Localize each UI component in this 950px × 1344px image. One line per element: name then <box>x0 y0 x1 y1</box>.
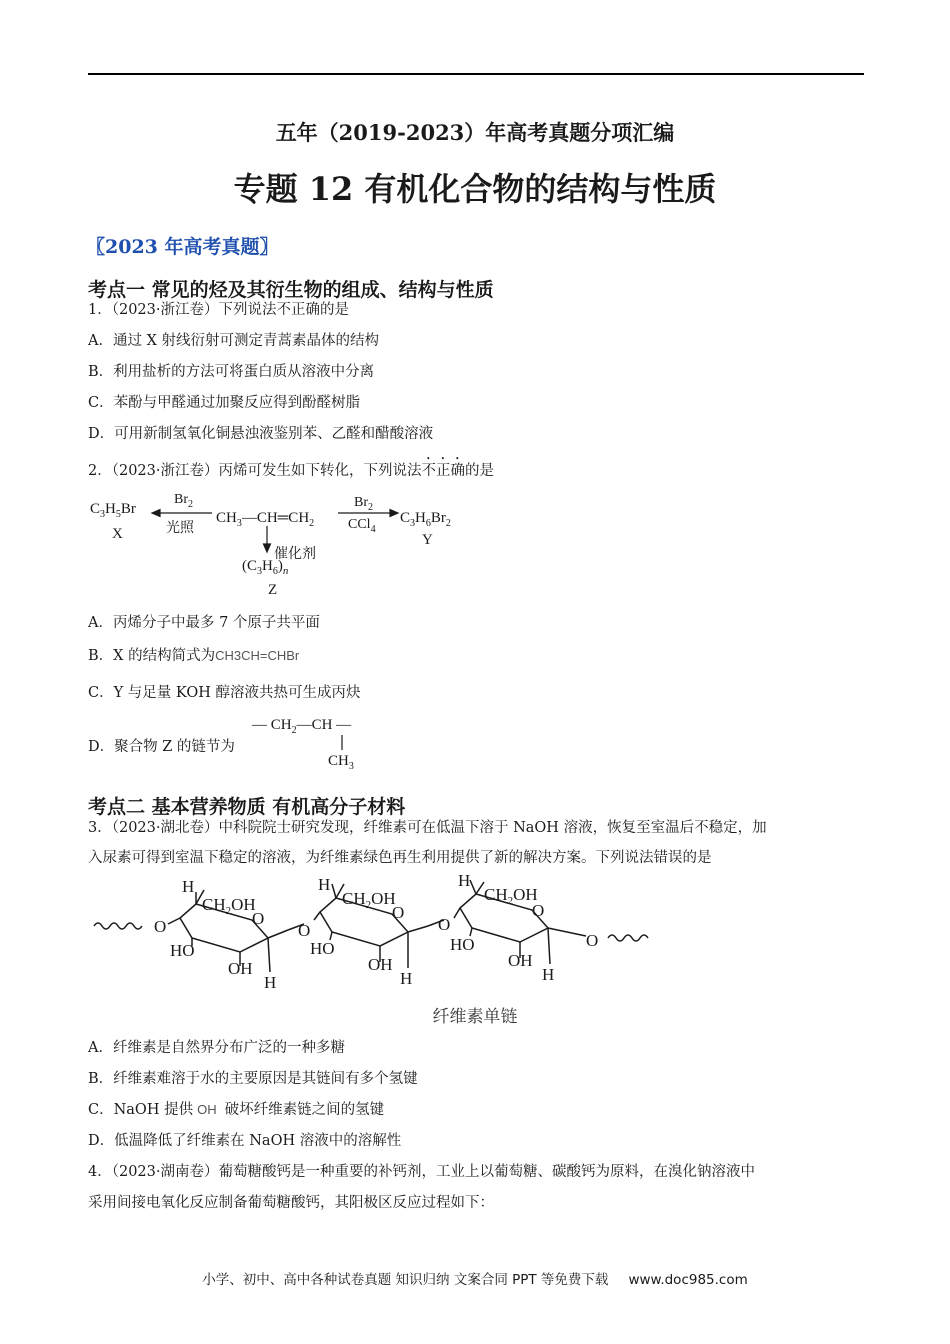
svg-text:H: H <box>400 969 413 988</box>
wavy-right <box>608 935 648 941</box>
scheme-right-reagent-bottom: CCl$_4$ <box>348 517 376 535</box>
q1-option-b: B．利用盐析的方法可将蛋白质从溶液中分离 <box>88 364 375 380</box>
q2-stem <box>88 455 494 481</box>
repeat-unit-chain: — $CH_2—CH$ — <box>252 717 352 736</box>
header-rule <box>88 73 864 75</box>
q2-stem-emphasis: 不正确 <box>421 463 465 479</box>
q2-option-b-prefix: B．X 的结构简式为 <box>88 648 216 664</box>
left-arrowhead <box>152 510 160 517</box>
topic-heading-2: 考点二 基本营养物质 有机高分子材料 <box>88 796 406 818</box>
q3-option-c-prefix: C．NaOH 提供 <box>88 1102 194 1118</box>
q3-option-d: D．低温降低了纤维素在 NaOH 溶液中的溶解性 <box>88 1133 402 1149</box>
q4-line-1: 4．（2023·湖南卷）葡萄糖酸钙是一种重要的补钙剂，工业上以葡萄糖、碳酸钙为原料，在溴化钠溶液中 <box>88 1164 755 1180</box>
section-label: 〖2023 年高考真题〗 <box>86 236 279 258</box>
q3-line-1: 3．（2023·湖北卷）中科院院士研究发现，纤维素可在低温下溶于 NaOH 溶液，恢复至室温后不稳定，加 <box>88 820 767 836</box>
svg-text:O: O <box>586 931 599 950</box>
svg-text:O: O <box>298 921 311 940</box>
q1-option-d: D．可用新制氢氧化铜悬浊液鉴别苯、乙醛和醋酸溶液 <box>88 426 434 442</box>
scheme-left-reagent-top: $Br_2$ <box>174 492 193 510</box>
q4-line-2: 采用间接电氧化反应制备葡萄糖酸钙，其阳极区反应过程如下： <box>88 1195 494 1211</box>
polymer-repeat-unit <box>250 712 380 774</box>
scheme-right-product: $C_3H_6Br_2$ <box>400 510 451 529</box>
q1-option-a: A．通过 X 射线衍射可测定青蒿素晶体的结构 <box>88 333 380 349</box>
q2-option-a: A．丙烯分子中最多 7 个原子共平面 <box>88 615 320 631</box>
scheme-label-z: Z <box>268 582 278 598</box>
svg-text:HO: HO <box>310 939 335 958</box>
svg-text:OH: OH <box>368 955 393 974</box>
svg-text:HO: HO <box>170 941 195 960</box>
q3-option-a: A．纤维素是自然界分布广泛的一种多糖 <box>88 1040 345 1056</box>
scheme-down-reagent: 催化剂 <box>274 546 316 562</box>
svg-text:O: O <box>438 915 451 934</box>
q1-stem: 1．（2023·浙江卷）下列说法不正确的是 <box>88 302 349 318</box>
q3-option-c-suffix: 破坏纤维素链之间的氢键 <box>224 1102 385 1118</box>
svg-text:H: H <box>182 877 195 896</box>
q2-option-d: D．聚合物 Z 的链节为 <box>88 739 235 755</box>
svg-text:H: H <box>264 973 277 992</box>
scheme-label-x: X <box>112 526 123 542</box>
propene-reaction-scheme <box>86 486 486 602</box>
svg-text:CH2OH: $CH_2OH$ <box>484 885 538 907</box>
svg-text:H: H <box>318 875 331 894</box>
scheme-down-product: $(C_3H_6)_n$ <box>242 558 289 577</box>
svg-text:OH: OH <box>508 951 533 970</box>
q3-option-c <box>88 1100 384 1120</box>
svg-text:O: O <box>252 909 265 928</box>
q2-stem-suffix: 的是 <box>464 463 494 479</box>
q2-stem-prefix: 2．（2023·浙江卷）丙烯可发生如下转化，下列说法 <box>88 463 422 479</box>
q2-option-c: C．Y 与足量 KOH 醇溶液共热可生成丙炔 <box>88 685 361 701</box>
q3-option-c-formula: OH <box>197 1102 217 1117</box>
repeat-unit-methyl: $CH_3$ <box>328 753 354 772</box>
q3-option-b: B．纤维素难溶于水的主要原因是其链间有多个氢键 <box>88 1071 418 1087</box>
svg-text:O: O <box>154 917 167 936</box>
cellulose-chain-figure <box>92 872 662 992</box>
right-arrowhead <box>390 510 398 517</box>
wavy-left <box>94 923 142 929</box>
footer-site-link[interactable]: www.doc985.com <box>628 1272 748 1288</box>
svg-text:H: H <box>542 965 555 984</box>
q3-line-2: 入尿素可得到室温下稳定的溶液，为纤维素绿色再生利用提供了新的解决方案。下列说法错误的是 <box>88 850 712 866</box>
svg-text:OH: OH <box>228 959 253 978</box>
svg-text:CH2OH: $CH_2OH$ <box>342 889 396 911</box>
topic-heading-1: 考点一 常见的烃及其衍生物的组成、结构与性质 <box>88 279 494 301</box>
page-footer <box>0 1268 950 1288</box>
page-title: 专题 12 有机化合物的结构与性质 <box>233 170 717 208</box>
scheme-left-product: $C_3H_5Br$ <box>90 501 136 520</box>
q1-option-c: C．苯酚与甲醛通过加聚反应得到酚醛树脂 <box>88 395 361 411</box>
q2-option-b-formula: CH3CH=CHBr <box>215 648 300 663</box>
series-title: 五年（2019-2023）年高考真题分项汇编 <box>275 120 675 145</box>
svg-text:HO: HO <box>450 935 475 954</box>
scheme-right-reagent-top: $Br_2$ <box>354 495 373 513</box>
q2-option-b <box>88 646 299 666</box>
scheme-label-y: Y <box>422 532 433 548</box>
figure-caption: 纤维素单链 <box>432 1007 518 1027</box>
footer-text: 小学、初中、高中各种试卷真题 知识归纳 文案合同 PPT 等免费下载 <box>202 1272 609 1288</box>
svg-text:O: O <box>392 903 405 922</box>
scheme-left-reagent-bottom: 光照 <box>166 520 194 536</box>
down-arrowhead <box>264 544 271 552</box>
svg-text:CH2OH: $CH_2OH$ <box>202 895 256 917</box>
svg-text:H: H <box>458 872 471 890</box>
svg-text:O: O <box>532 901 545 920</box>
scheme-reactant: $CH_3—CH═CH_2$ <box>216 510 315 529</box>
